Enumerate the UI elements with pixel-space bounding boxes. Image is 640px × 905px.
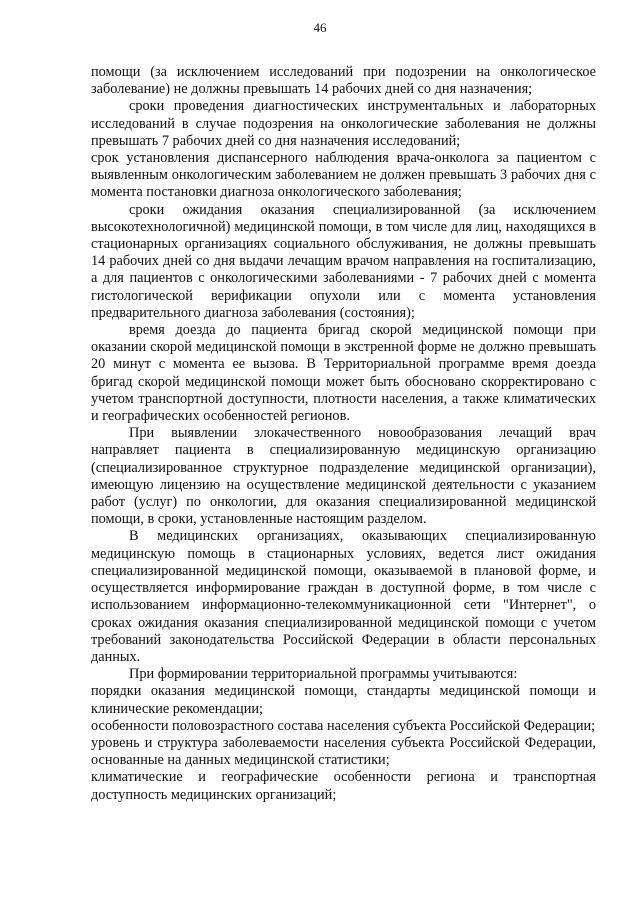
page-number: 46 — [313, 20, 327, 35]
paragraph: В медицинских организациях, оказывающих специализированную медицинскую помощь в стационарных условиях, ведется лист ожидания специализированной медицинской помощи, оказываемой в плановой форме, и осуществляется информирование граждан в доступной форме, в том числе с использованием информационно-телекоммуникационной сети "Интернет", о сроках ожидания оказания специализированной медицинской помощи с учетом требований законодательства Российской Федерации в области персональных данных. — [91, 528, 596, 665]
paragraph: климатические и географические особенности региона и транспортная доступность медицинских организаций; — [91, 769, 596, 803]
paragraph: При выявлении злокачественного новообразования лечащий врач направляет пациента в специализированную медицинскую организацию (специализированное структурное подразделение медицинской организации), имеющую лицензию на осуществление медицинской деятельности с указанием работ (услуг) по онкологии, для оказания специализированной медицинской помощи, в сроки, установленные настоящим разделом. — [91, 425, 596, 528]
paragraph: сроки ожидания оказания специализированной (за исключением высокотехнологичной) медицинской помощи, в том числе для лиц, находящихся в стационарных организациях социального обслуживания, не должны превышать 14 рабочих дней со дня выдачи лечащим врачом направления на госпитализацию, а для пациентов с онкологическими заболеваниями - 7 рабочих дней с момента гистологической верификации опухоли или с момента установления предварительного диагноза заболевания (состояния); — [91, 201, 596, 321]
paragraph: срок установления диспансерного наблюдения врача-онколога за пациентом с выявленным онкологическим заболеванием не должен превышать 3 рабочих дня с момента постановки диагноза онкологического заболевания; — [91, 150, 596, 201]
paragraph: сроки проведения диагностических инструментальных и лабораторных исследований в случае подозрения на онкологические заболевания не должны превышать 7 рабочих дней со дня назначения исследований; — [91, 98, 596, 149]
paragraph: При формировании территориальной программы учитываются: — [129, 666, 518, 683]
paragraph: особенности половозрастного состава населения субъекта Российской Федерации; — [91, 717, 596, 734]
paragraph: уровень и структура заболеваемости населения субъекта Российской Федерации, основанные на данных медицинской статистики; — [91, 734, 596, 769]
paragraph: время доезда до пациента бригад скорой медицинской помощи при оказании скорой медицинской помощи в экстренной форме не должно превышать 20 минут с момента ее вызова. В Территориальной программе время доезда бригад скорой медицинской помощи может быть обосновано скорректировано с учетом транспортной доступности, плотности населения, а также климатических и географических особенностей регионов. — [91, 322, 596, 425]
document-body — [91, 64, 596, 804]
paragraph: порядки оказания медицинской помощи, стандарты медицинской помощи и клинические рекомендации; — [91, 683, 596, 717]
paragraph: помощи (за исключением исследований при подозрении на онкологическое заболевание) не должны превышать 14 рабочих дней со дня назначения; — [91, 64, 596, 98]
